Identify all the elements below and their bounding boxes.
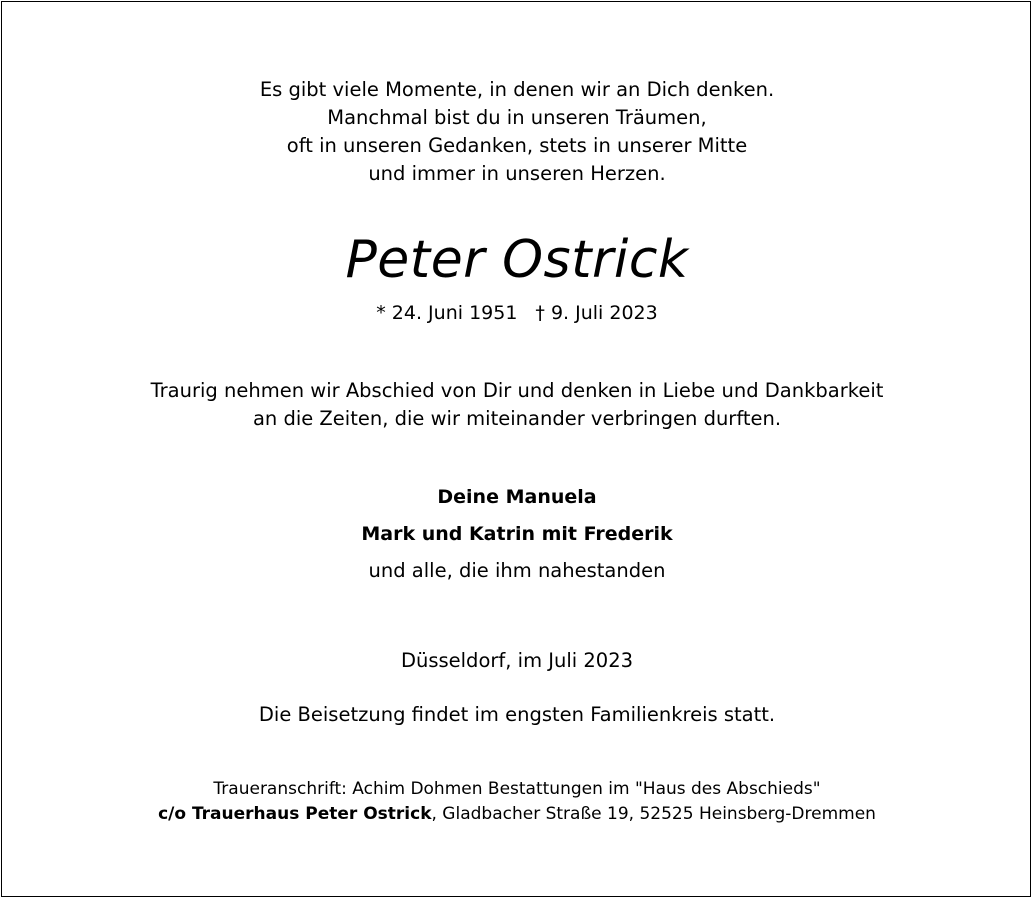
verse-line: oft in unseren Gedanken, stets in unserer Mitte: [286, 134, 748, 157]
mourner-children: Mark und Katrin mit Frederik: [361, 523, 673, 545]
deceased-name: Peter Ostrick: [345, 230, 689, 290]
burial-note: Die Beisetzung findet im engsten Familienkreis statt.: [258, 703, 776, 726]
farewell-text: [0, 377, 1034, 433]
condolence-address-line: Traueranschrift: Achim Dohmen Bestattungen im "Haus des Abschieds": [213, 779, 821, 799]
verse-line: Manchmal bist du in unseren Träumen,: [327, 106, 707, 129]
condolence-address-street: [0, 802, 1034, 826]
life-dates: [0, 300, 1034, 326]
mourner-others: und alle, die ihm nahestanden: [368, 559, 666, 582]
death-date: † 9. Juli 2023: [535, 302, 658, 324]
verse-line: und immer in unseren Herzen.: [368, 162, 666, 185]
memorial-verse: [0, 76, 1034, 188]
place-and-date: Düsseldorf, im Juli 2023: [400, 649, 634, 672]
birth-date: * 24. Juni 1951: [376, 302, 518, 324]
address-street: , Gladbacher Straße 19, 52525 Heinsberg-Dremmen: [431, 804, 876, 824]
verse-line: Es gibt viele Momente, in denen wir an Dich denken.: [259, 78, 775, 101]
address-recipient: c/o Trauerhaus Peter Ostrick: [158, 804, 432, 824]
farewell-line: Traurig nehmen wir Abschied von Dir und denken in Liebe und Dankbarkeit: [150, 379, 884, 402]
mourner-spouse: Deine Manuela: [437, 486, 597, 508]
farewell-line: an die Zeiten, die wir miteinander verbringen durften.: [252, 407, 782, 430]
